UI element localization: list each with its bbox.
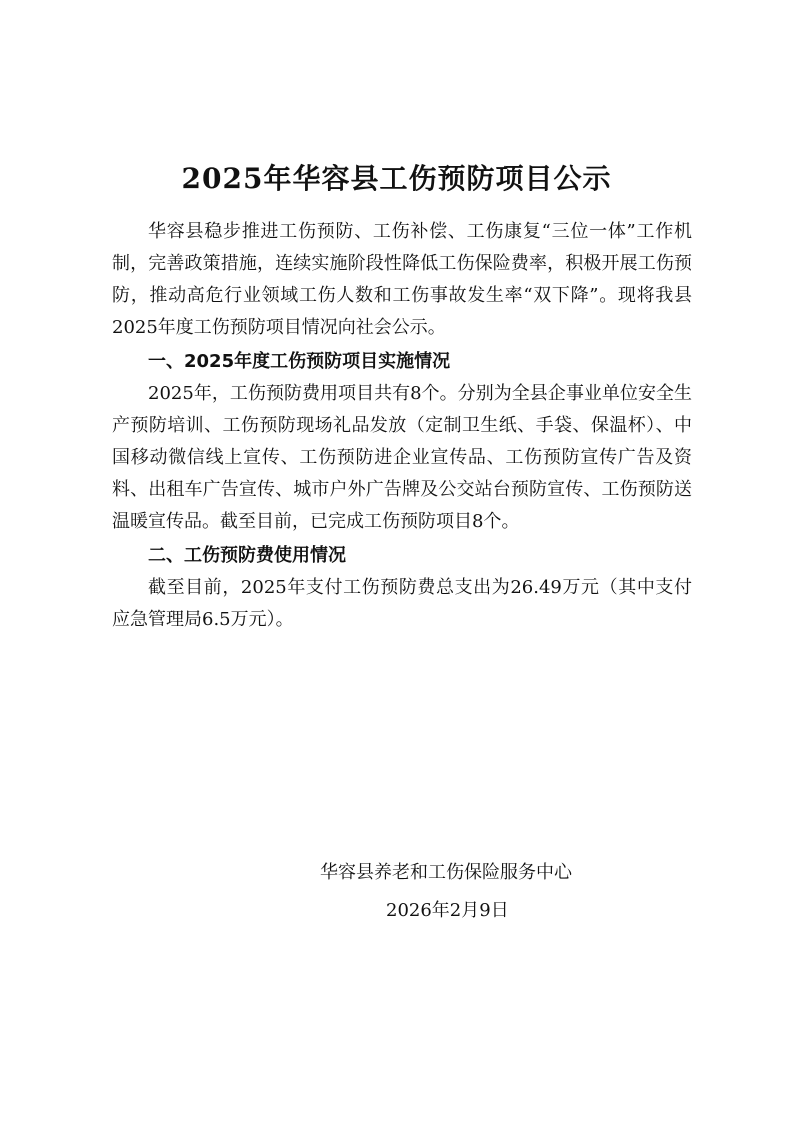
document-title: 2025年华容县工伤预防项目公示 [181,161,612,195]
intro-paragraph: 华容县稳步推进工伤预防、工伤补偿、工伤康复“三位一体”工作机制，完善政策措施，连续实施阶段性降低工伤保险费率，积极开展工伤预防，推动高危行业领域工伤人数和工伤事故发生率“双下降”。现将我县2025年度工伤预防项目情况向社会公示。 [112,221,692,338]
document-body [112,216,692,636]
section-body-implementation: 2025年，工伤预防费用项目共有8个。分别为全县企事业单位安全生产预防培训、工伤预防现场礼品发放（定制卫生纸、手袋、保温杯）、中国移动微信线上宣传、工伤预防进企业宣传品、工伤预防宣传广告及资料、出租车广告宣传、城市户外广告牌及公交站台预防宣传、工伤预防送温暖宣传品。截至目前，已完成工伤预防项目8个。 [112,383,692,532]
section-heading-implementation: 一、2025年度工伤预防项目实施情况 [148,351,451,372]
section-heading-fund-usage: 二、工伤预防费使用情况 [148,545,346,566]
signature-organization: 华容县养老和工伤保险服务中心 [320,862,572,883]
section-body-fund-usage: 截至目前，2025年支付工伤预防费总支出为26.49万元（其中支付应急管理局6.5万元）。 [112,577,692,630]
signature-date: 2026年2月9日 [386,900,509,921]
signature-block [300,854,640,930]
